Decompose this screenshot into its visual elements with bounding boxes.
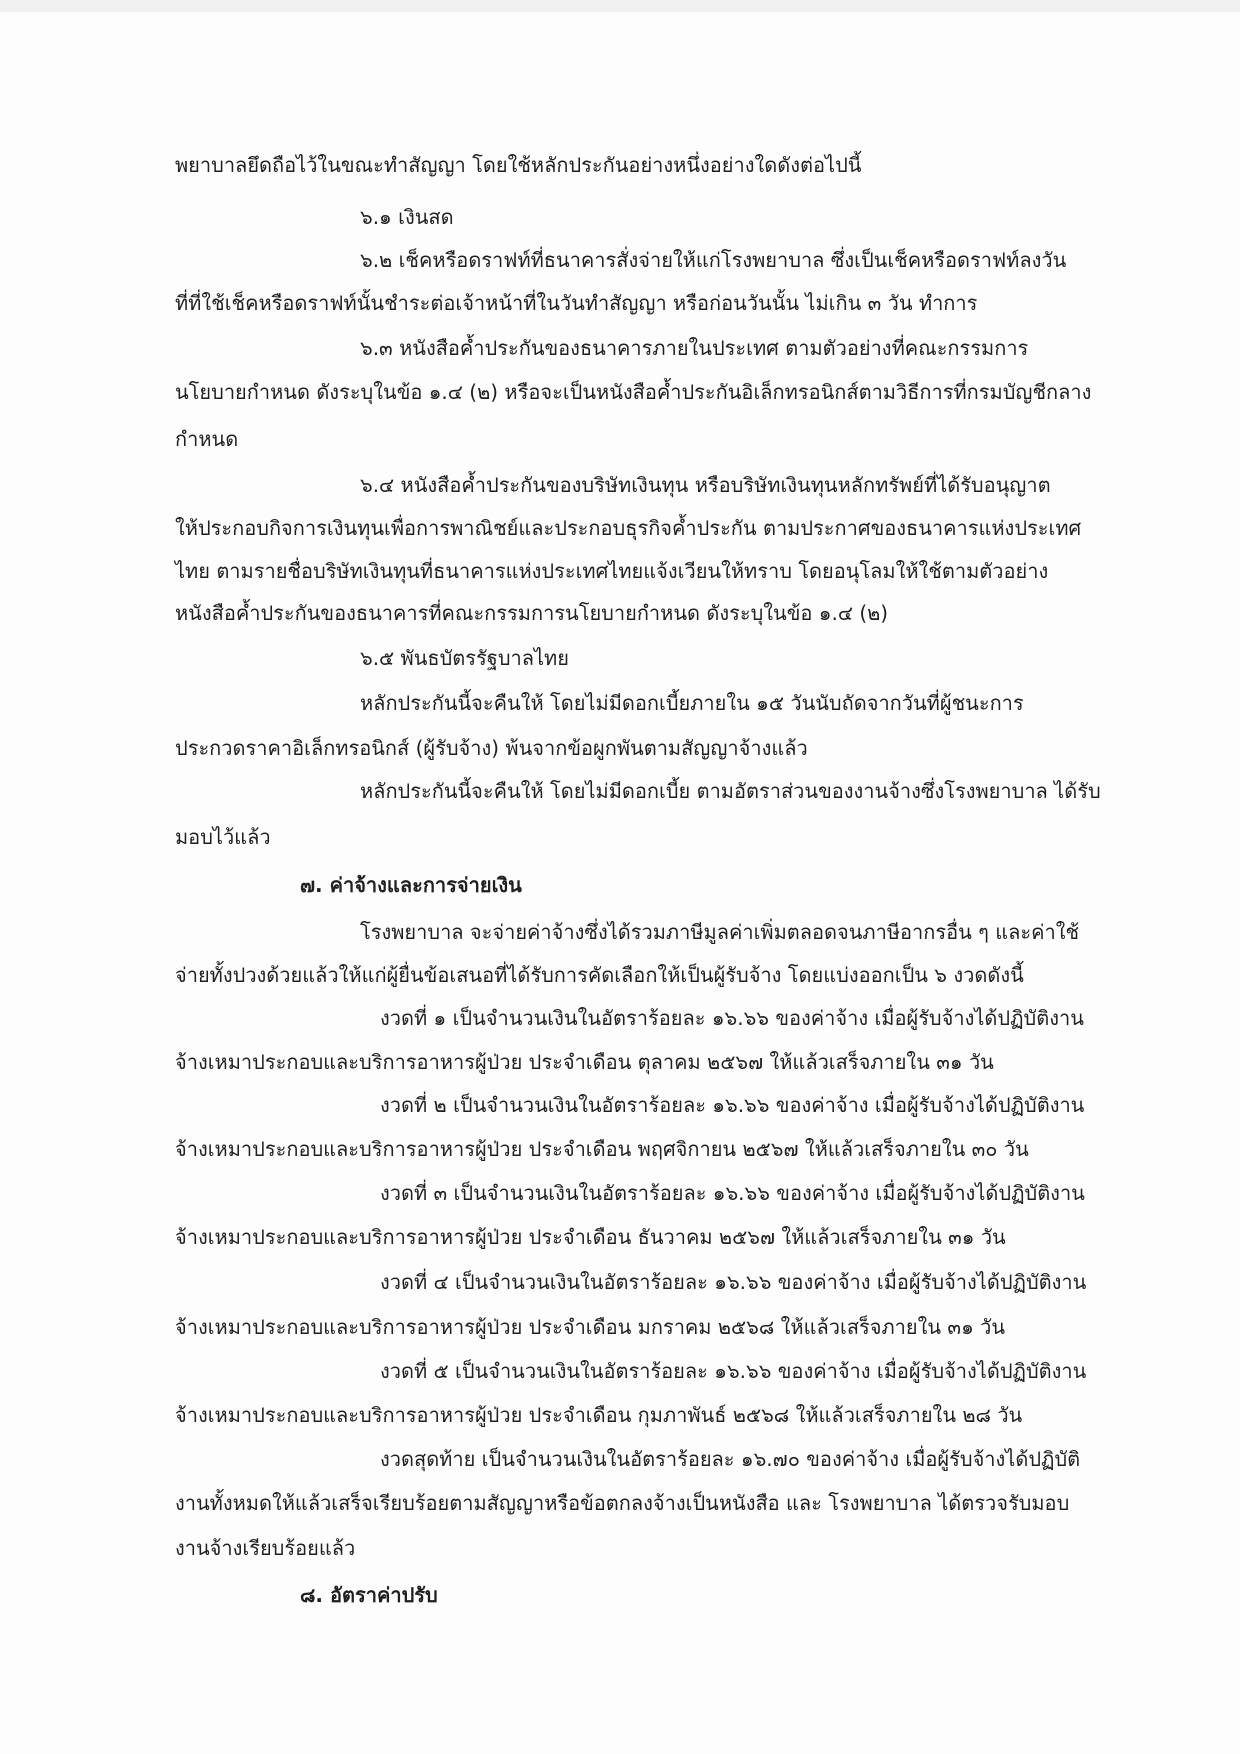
- section-heading-7: ๗. ค่าจ้างและการจ่ายเงิน: [300, 873, 522, 897]
- text-line: พยาบาลยึดถือไว้ในขณะทำสัญญา โดยใช้หลักประกันอย่างหนึ่งอย่างใดดังต่อไปนี้: [175, 153, 862, 177]
- text-line: จ้างเหมาประกอบและบริการอาหารผู้ป่วย ประจำเดือน มกราคม ๒๕๖๘ ให้แล้วเสร็จภายใน ๓๑ วัน: [175, 1315, 1006, 1339]
- text-line: จ้างเหมาประกอบและบริการอาหารผู้ป่วย ประจำเดือน ตุลาคม ๒๕๖๗ ให้แล้วเสร็จภายใน ๓๑ วัน: [175, 1050, 994, 1074]
- text-line: งวดที่ ๑ เป็นจำนวนเงินในอัตราร้อยละ ๑๖.๖๖ ของค่าจ้าง เมื่อผู้รับจ้างได้ปฏิบัติงาน: [380, 1006, 1084, 1030]
- text-line: มอบไว้แล้ว: [175, 825, 271, 849]
- text-line: โรงพยาบาล จะจ่ายค่าจ้างซึ่งได้รวมภาษีมูลค่าเพิ่มตลอดจนภาษีอากรอื่น ๆ และค่าใช้: [360, 920, 1080, 944]
- text-line: ๖.๕ พันธบัตรรัฐบาลไทย: [360, 646, 569, 670]
- text-line: ๖.๔ หนังสือค้ำประกันของบริษัทเงินทุน หรือบริษัทเงินทุนหลักทรัพย์ที่ได้รับอนุญาต: [360, 473, 1051, 497]
- text-line: กำหนด: [175, 427, 239, 451]
- text-line: ไทย ตามรายชื่อบริษัทเงินทุนที่ธนาคารแห่งประเทศไทยแจ้งเวียนให้ทราบ โดยอนุโลมให้ใช้ตามตัวอย่าง: [175, 559, 1049, 583]
- text-line: จ้างเหมาประกอบและบริการอาหารผู้ป่วย ประจำเดือน ธันวาคม ๒๕๖๗ ให้แล้วเสร็จภายใน ๓๑ วัน: [175, 1225, 1006, 1249]
- scan-top-edge: [0, 0, 1240, 12]
- text-line: จ้างเหมาประกอบและบริการอาหารผู้ป่วย ประจำเดือน พฤศจิกายน ๒๕๖๗ ให้แล้วเสร็จภายใน ๓๐ วัน: [175, 1137, 1029, 1161]
- text-line: งานทั้งหมดให้แล้วเสร็จเรียบร้อยตามสัญญาหรือข้อตกลงจ้างเป็นหนังสือ และ โรงพยาบาล ได้ตรวจรับมอบ: [175, 1491, 1070, 1515]
- text-line: ๖.๒ เช็คหรือดราฟท์ที่ธนาคารสั่งจ่ายให้แก่โรงพยาบาล ซึ่งเป็นเช็คหรือดราฟท์ลงวัน: [360, 248, 1067, 272]
- text-line: งวดที่ ๔ เป็นจำนวนเงินในอัตราร้อยละ ๑๖.๖๖ ของค่าจ้าง เมื่อผู้รับจ้างได้ปฏิบัติงาน: [380, 1270, 1087, 1294]
- text-line: งวดสุดท้าย เป็นจำนวนเงินในอัตราร้อยละ ๑๖.๗๐ ของค่าจ้าง เมื่อผู้รับจ้างได้ปฏิบัติ: [380, 1447, 1081, 1471]
- text-line: ที่ที่ใช้เช็คหรือดราฟท์นั้นชำระต่อเจ้าหน้าที่ในวันทำสัญญา หรือก่อนวันนั้น ไม่เกิน ๓ วัน ทำการ: [175, 291, 978, 315]
- text-line: ๖.๓ หนังสือค้ำประกันของธนาคารภายในประเทศ ตามตัวอย่างที่คณะกรรมการ: [360, 336, 1029, 360]
- text-line: งวดที่ ๒ เป็นจำนวนเงินในอัตราร้อยละ ๑๖.๖๖ ของค่าจ้าง เมื่อผู้รับจ้างได้ปฏิบัติงาน: [380, 1093, 1085, 1117]
- text-line: งานจ้างเรียบร้อยแล้ว: [175, 1536, 356, 1560]
- section-heading-8: ๘. อัตราค่าปรับ: [300, 1583, 438, 1607]
- text-line: นโยบายกำหนด ดังระบุในข้อ ๑.๔ (๒) หรือจะเป็นหนังสือค้ำประกันอิเล็กทรอนิกส์ตามวิธีการที่กรมบัญชีกลาง: [175, 380, 1092, 404]
- text-line: งวดที่ ๓ เป็นจำนวนเงินในอัตราร้อยละ ๑๖.๖๖ ของค่าจ้าง เมื่อผู้รับจ้างได้ปฏิบัติงาน: [380, 1181, 1085, 1205]
- text-line: งวดที่ ๕ เป็นจำนวนเงินในอัตราร้อยละ ๑๖.๖๖ ของค่าจ้าง เมื่อผู้รับจ้างได้ปฏิบัติงาน: [380, 1359, 1087, 1383]
- text-line: ให้ประกอบกิจการเงินทุนเพื่อการพาณิชย์และประกอบธุรกิจค้ำประกัน ตามประกาศของธนาคารแห่งประเทศ: [175, 516, 1082, 540]
- text-line: หนังสือค้ำประกันของธนาคารที่คณะกรรมการนโยบายกำหนด ดังระบุในข้อ ๑.๔ (๒): [175, 601, 889, 625]
- text-line: หลักประกันนี้จะคืนให้ โดยไม่มีดอกเบี้ย ตามอัตราส่วนของงานจ้างซึ่งโรงพยาบาล ได้รับ: [360, 779, 1101, 803]
- text-line: หลักประกันนี้จะคืนให้ โดยไม่มีดอกเบี้ยภายใน ๑๕ วันนับถัดจากวันที่ผู้ชนะการ: [360, 691, 1024, 715]
- text-line: จ้างเหมาประกอบและบริการอาหารผู้ป่วย ประจำเดือน กุมภาพันธ์ ๒๕๖๘ ให้แล้วเสร็จภายใน ๒๘ วัน: [175, 1403, 1023, 1427]
- text-line: ๖.๑ เงินสด: [360, 205, 454, 229]
- text-line: จ่ายทั้งปวงด้วยแล้วให้แก่ผู้ยื่นข้อเสนอที่ได้รับการคัดเลือกให้เป็นผู้รับจ้าง โดยแบ่งออกเป็น ๖ งวดดังนี้: [175, 963, 1024, 987]
- text-line: ประกวดราคาอิเล็กทรอนิกส์ (ผู้รับจ้าง) พ้นจากข้อผูกพันตามสัญญาจ้างแล้ว: [175, 736, 808, 760]
